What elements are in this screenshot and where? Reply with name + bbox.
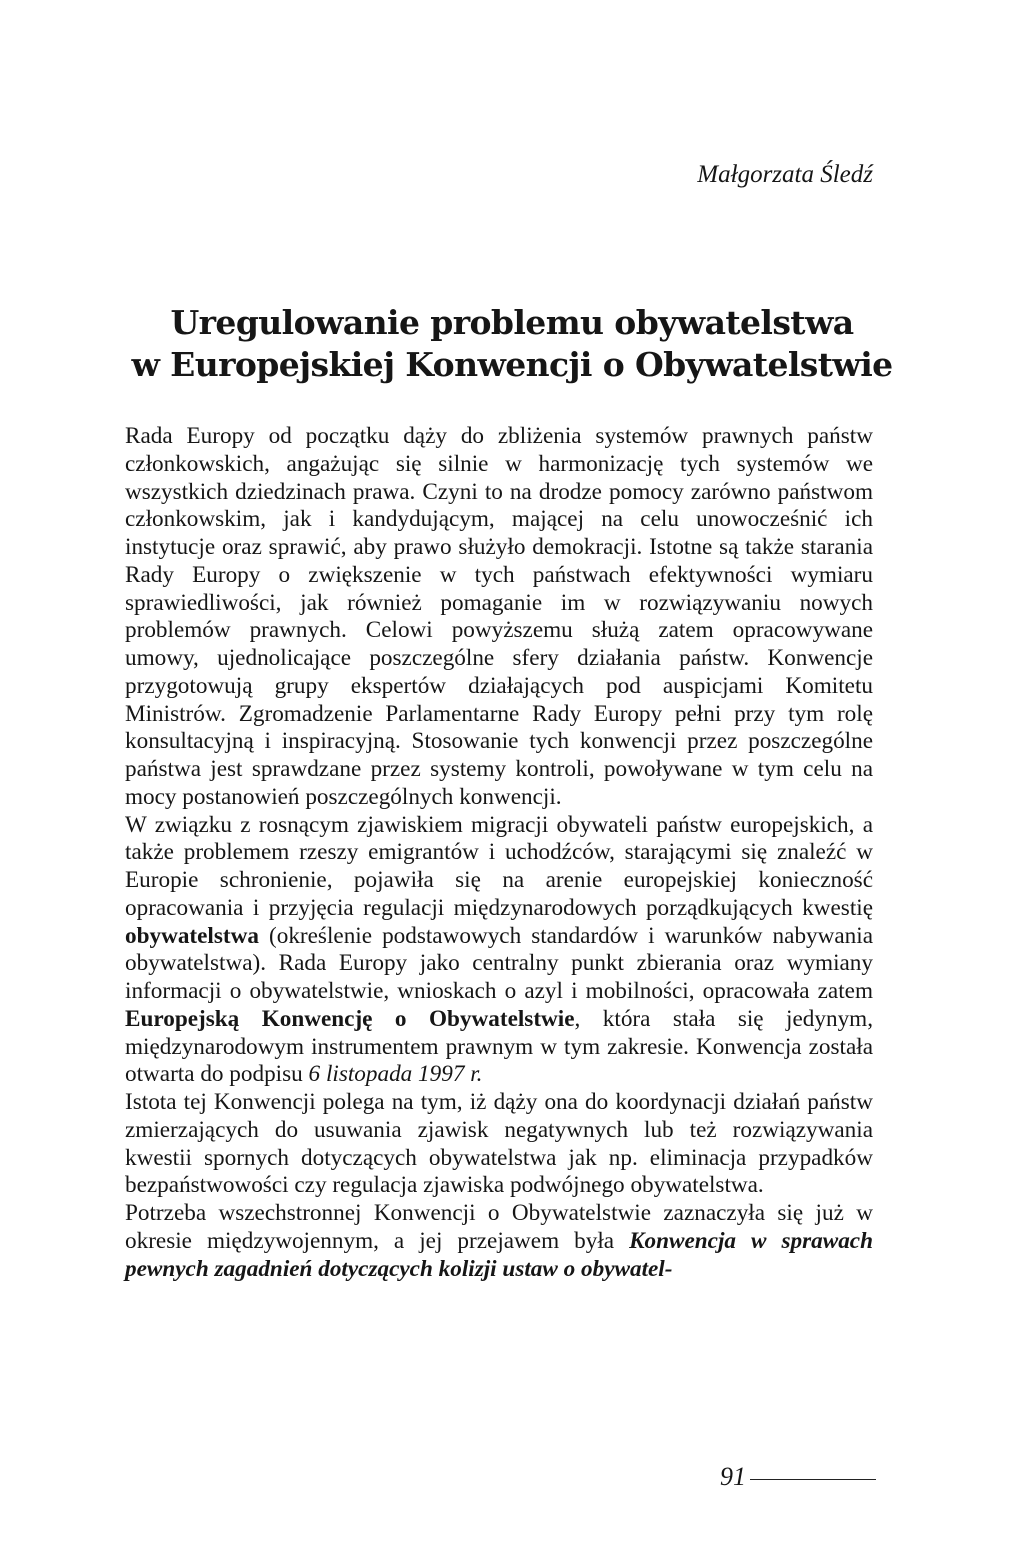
title-line-1: Uregulowanie problemu obywatelstwa [170, 303, 854, 342]
paragraph-2-bold-term: obywatelstwa [125, 922, 259, 949]
paragraph-3 [125, 1089, 873, 1200]
paragraph-2-italic-date: 6 listopada 1997 r. [308, 1061, 483, 1088]
author-name: Małgorzata Śledź [697, 161, 873, 188]
paragraph-4-bolditalic-title: Konwencja w sprawach pewnych zagadnień dotyczących kolizji ustaw o obywatel- [125, 1227, 873, 1282]
paragraph-2-text-b: (określenie podstawowych standardów i warunków nabywania obywatelstwa). Rada Europy jako centralny punkt zbierania oraz wymiany informacji o obywatelstwie, wnioskach o azyl i mobilności, opracowała zatem [125, 922, 873, 1004]
paragraph-2-text-c: , która stała się jedynym, międzynarodowym instrumentem prawnym w tym zakresie. Konwencja została otwarta do podpisu [125, 1005, 873, 1088]
paragraph-2-text-a: W związku z rosnącym zjawiskiem migracji obywateli państw europejskich, a także problemem rzeszy emigrantów i uchodźców, starającymi się znaleźć w Europie schronienie, pojawiła się na arenie europejskiej konieczność opracowania i przyjęcia regulacji międzynarodowych porządkujących kwestię [125, 811, 873, 921]
paragraph-1-text: Rada Europy od początku dąży do zbliżenia systemów prawnych państw członkowskich, angażując się silnie w harmonizację tych systemów we wszystkich dziedzinach prawa. Czyni to na drodze pomocy zarówno państwom członkowskim, jak i kandydującym, mającej na celu unowocześnić ich instytucje oraz sprawić, aby prawo służyło demokracji. Istotne są także starania Rady Europy o zwiększenie w tych państwach efektywności wymiaru sprawiedliwości, jak również pomaganie im w rozwiązywaniu nowych problemów prawnych. Celowi powyższemu służą zatem opracowywane umowy, ujednolicające poszczególne sfery działania państw. Konwencje przygotowują grupy ekspertów działających pod auspicjami Komitetu Ministrów. Zgromadzenie Parlamentarne Rady Europy pełni przy tym rolę konsultacyjną i inspiracyjną. Stosowanie tych konwencji przez poszczególne państwa jest sprawdzane przez systemy kontroli, powoływane w tym celu na mocy postanowień poszczególnych konwencji. [125, 423, 873, 810]
page-number: 91 [720, 1462, 746, 1491]
paragraph-4 [125, 1200, 873, 1283]
paragraph-4-text-a: Potrzeba wszechstronnej Konwencji o Obywatelstwie zaznaczyła się już w okresie międzywojennym, a jej przejawem była [125, 1200, 873, 1254]
paragraph-2 [125, 812, 873, 1090]
footer-rule [750, 1479, 876, 1480]
paragraph-1 [125, 423, 873, 812]
article-body [125, 423, 873, 1283]
paragraph-2-bold-convention: Europejską Konwencję o Obywatelstwie [125, 1005, 575, 1032]
page-footer [720, 1464, 876, 1490]
article-title [70, 302, 954, 386]
title-line-2: w Europejskiej Konwencji o Obywatelstwie [131, 345, 893, 384]
paragraph-3-text: Istota tej Konwencji polega na tym, iż dąży ona do koordynacji działań państw zmierzających do usuwania zjawisk negatywnych lub też rozwiązywania kwestii spornych dotyczących obywatelstwa jak np. eliminacja przypadków bezpaństwowości czy regulacja zjawiska podwójnego obywatelstwa. [125, 1089, 873, 1199]
